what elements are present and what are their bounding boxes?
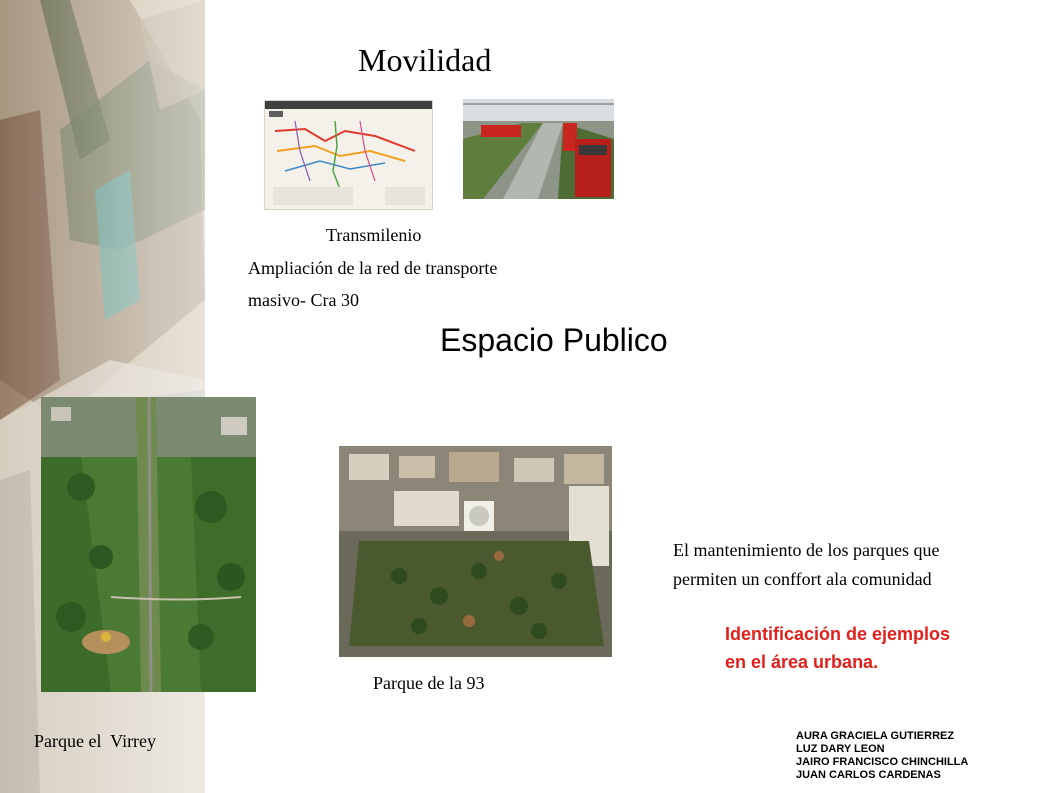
author-name: AURA GRACIELA GUTIERREZ bbox=[796, 730, 955, 742]
caption-ampliacion-line2: masivo- Cra 30 bbox=[248, 290, 359, 310]
caption-transmilenio: Transmilenio bbox=[326, 225, 422, 245]
section-title-espacio-publico: Espacio Publico bbox=[440, 322, 668, 358]
parque-93-image bbox=[339, 446, 612, 657]
highlight-identificacion-line2: en el área urbana. bbox=[725, 652, 879, 672]
caption-ampliacion-line1: Ampliación de la red de transporte bbox=[248, 258, 498, 278]
transmilenio-map-image bbox=[264, 100, 433, 210]
text-mantenimiento-line2: permiten un conffort ala comunidad bbox=[673, 569, 932, 589]
authors-list bbox=[796, 730, 968, 782]
section-title-movilidad: Movilidad bbox=[358, 42, 492, 78]
author-name: JUAN CARLOS CARDENAS bbox=[796, 769, 941, 781]
caption-parque-93: Parque de la 93 bbox=[373, 673, 485, 693]
text-mantenimiento-line1: El mantenimiento de los parques que bbox=[673, 540, 940, 560]
parque-virrey-image bbox=[41, 397, 256, 692]
caption-parque-virrey: Parque el Virrey bbox=[34, 731, 157, 751]
highlight-identificacion-line1: Identificación de ejemplos bbox=[725, 624, 951, 644]
transmilenio-buses-image bbox=[463, 99, 614, 199]
author-name: LUZ DARY LEON bbox=[796, 743, 885, 755]
author-name: JAIRO FRANCISCO CHINCHILLA bbox=[796, 756, 969, 768]
